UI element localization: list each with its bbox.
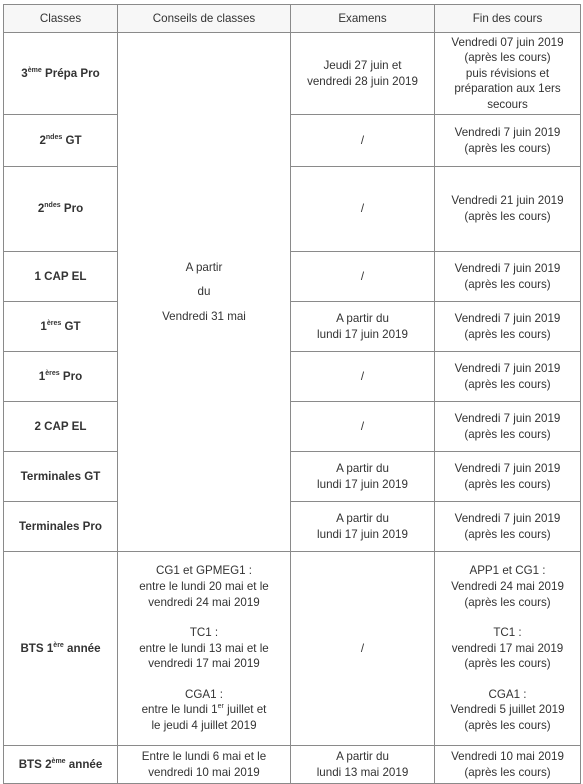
fin-cell xyxy=(435,402,581,452)
fin-cell xyxy=(435,167,581,252)
table-row xyxy=(4,115,581,167)
class-name-main: 3 xyxy=(21,66,28,80)
class-name-main: 2 xyxy=(39,133,46,147)
class-name xyxy=(4,502,118,552)
fin-cell-line: Vendredi 7 juin 2019 xyxy=(454,461,561,475)
class-name-sup: ères xyxy=(46,319,62,327)
exam-cell xyxy=(291,167,435,252)
conseil-cell xyxy=(118,746,291,784)
class-name-main: 1 xyxy=(40,319,47,333)
class-name xyxy=(4,167,118,252)
class-name xyxy=(4,115,118,167)
class-name xyxy=(4,33,118,115)
table-row xyxy=(4,502,581,552)
class-name xyxy=(4,552,118,746)
conseil-commun-line: Vendredi 31 mai xyxy=(162,309,246,323)
class-name-rest: Prépa Pro xyxy=(41,66,100,80)
fin-group-title: TC1 : xyxy=(493,626,522,640)
bts1-conseil-cell xyxy=(118,552,291,746)
table-body xyxy=(4,33,581,784)
conseil-line-part: entre le lundi 1 xyxy=(141,703,218,717)
table-row xyxy=(4,252,581,302)
exam-cell xyxy=(291,452,435,502)
class-name-sup: ndes xyxy=(44,202,61,210)
class-name-main: Terminales GT xyxy=(20,469,101,483)
conseil-group-title: CGA1 : xyxy=(184,687,223,701)
class-name-sup: ère xyxy=(53,641,64,649)
fin-cell-line: Vendredi 7 juin 2019 xyxy=(454,125,561,139)
spacer xyxy=(121,610,287,625)
fin-cell-line: (après les cours) xyxy=(464,51,551,65)
conseil-line xyxy=(121,702,287,718)
exam-cell-line: A partir du xyxy=(336,311,389,325)
fin-cell xyxy=(435,115,581,167)
table-row xyxy=(4,402,581,452)
class-name-main: BTS 1 xyxy=(20,641,54,655)
class-name xyxy=(4,352,118,402)
fin-cell-line: Vendredi 21 juin 2019 xyxy=(451,194,564,208)
exam-cell-line: Jeudi 27 juin et xyxy=(323,58,402,72)
fin-line: Vendredi 5 juillet 2019 xyxy=(450,703,565,717)
fin-cell-line: (après les cours) xyxy=(464,277,551,291)
exam-cell xyxy=(291,302,435,352)
exam-cell-line: lundi 17 juin 2019 xyxy=(317,477,408,491)
fin-cell-line: Vendredi 07 juin 2019 xyxy=(451,35,564,49)
exam-cell xyxy=(291,33,435,115)
exam-cell xyxy=(291,402,435,452)
exam-cell-line: vendredi 28 juin 2019 xyxy=(307,74,418,88)
conseil-group-title: TC1 : xyxy=(189,626,219,640)
fin-cell-line: Vendredi 7 juin 2019 xyxy=(454,311,561,325)
fin-cell xyxy=(435,302,581,352)
conseil-line: le jeudi 4 juillet 2019 xyxy=(151,719,257,733)
exam-cell-line: / xyxy=(360,202,365,216)
conseil-line: vendredi 17 mai 2019 xyxy=(148,657,260,671)
fin-cell xyxy=(435,746,581,784)
table-row xyxy=(4,552,581,746)
class-name-sup: ème xyxy=(27,66,42,74)
spacer xyxy=(121,672,287,687)
conseil-commun-line: du xyxy=(197,285,211,299)
exam-cell: / xyxy=(291,552,435,746)
fin-cell-line: Vendredi 10 mai 2019 xyxy=(451,749,564,763)
fin-cell xyxy=(435,452,581,502)
fin-line: (après les cours) xyxy=(464,657,551,671)
exam-cell-line: / xyxy=(360,419,365,433)
exam-cell xyxy=(291,252,435,302)
exam-cell xyxy=(291,115,435,167)
schedule-table xyxy=(3,4,581,784)
class-name-rest: Pro xyxy=(59,369,83,383)
class-name-main: 2 xyxy=(37,202,45,216)
fin-line: (après les cours) xyxy=(464,719,551,733)
class-name-rest: GT xyxy=(61,319,81,333)
exam-cell xyxy=(291,502,435,552)
fin-line: Vendredi 24 mai 2019 xyxy=(451,579,564,593)
header-examens: Examens xyxy=(291,5,435,33)
fin-cell-line: Vendredi 7 juin 2019 xyxy=(454,261,561,275)
fin-cell xyxy=(435,352,581,402)
conseil-line: vendredi 24 mai 2019 xyxy=(148,595,260,609)
conseil-line: entre le lundi 20 mai et le xyxy=(139,579,269,593)
table-row xyxy=(4,352,581,402)
header-fin-cours: Fin des cours xyxy=(435,5,581,33)
exam-cell-line: lundi 13 mai 2019 xyxy=(316,765,409,779)
exam-cell-line: A partir du xyxy=(336,461,389,475)
class-name-sup: ndes xyxy=(45,133,63,141)
fin-group-title: CGA1 : xyxy=(488,687,527,701)
class-name-main: 1 xyxy=(38,369,46,383)
header-row xyxy=(4,5,581,33)
conseil-commun-cell xyxy=(118,33,291,552)
fin-cell-line: puis révisions et xyxy=(465,66,550,80)
fin-cell-line: (après les cours) xyxy=(464,327,551,341)
fin-cell-line: (après les cours) xyxy=(464,527,551,541)
class-name-main: BTS 2 xyxy=(18,757,52,771)
header-conseils: Conseils de classes xyxy=(118,5,291,33)
conseil-group-title: CG1 et GPMEG1 : xyxy=(156,564,252,578)
conseil-cell-line: Entre le lundi 6 mai et le xyxy=(141,749,267,763)
conseil-line-part: juillet et xyxy=(223,703,267,717)
exam-cell-line: / xyxy=(360,133,365,147)
fin-cell-line: Vendredi 7 juin 2019 xyxy=(454,411,561,425)
class-name xyxy=(4,746,118,784)
exam-cell xyxy=(291,352,435,402)
fin-cell-line: secours xyxy=(487,97,528,111)
fin-cell-line: (après les cours) xyxy=(464,477,551,491)
class-name-rest: GT xyxy=(62,133,82,147)
exam-cell-line: A partir du xyxy=(336,749,389,763)
fin-cell xyxy=(435,502,581,552)
class-name-main: 2 CAP EL xyxy=(34,419,87,433)
exam-cell xyxy=(291,746,435,784)
table-row xyxy=(4,33,581,115)
fin-cell-line: Vendredi 7 juin 2019 xyxy=(454,511,561,525)
fin-cell xyxy=(435,252,581,302)
class-name-main: 1 CAP EL xyxy=(34,269,87,283)
table-row xyxy=(4,746,581,784)
fin-line: (après les cours) xyxy=(464,595,551,609)
spacer xyxy=(438,672,577,687)
fin-group-title: APP1 et CG1 : xyxy=(469,564,546,578)
fin-cell-line: Vendredi 7 juin 2019 xyxy=(454,361,561,375)
conseil-line: entre le lundi 13 mai et le xyxy=(139,641,269,655)
fin-cell-line: préparation aux 1ers xyxy=(454,82,561,96)
class-name xyxy=(4,402,118,452)
class-name xyxy=(4,452,118,502)
exam-cell-line: A partir du xyxy=(336,511,389,525)
class-name-rest: Pro xyxy=(60,202,84,216)
class-name-sup: ème xyxy=(51,757,66,765)
fin-cell-line: (après les cours) xyxy=(464,210,551,223)
fin-cell xyxy=(435,552,581,746)
exam-cell-line: lundi 17 juin 2019 xyxy=(317,527,408,541)
conseil-line-sup: er xyxy=(217,703,224,711)
conseil-cell-line: vendredi 10 mai 2019 xyxy=(148,765,260,779)
spacer xyxy=(438,610,577,625)
fin-cell-line: (après les cours) xyxy=(464,427,551,441)
class-name-sup: ères xyxy=(45,369,60,377)
class-name xyxy=(4,302,118,352)
conseil-commun-line: A partir xyxy=(185,260,223,274)
fin-cell-line: (après les cours) xyxy=(464,377,551,391)
fin-cell-line: (après les cours) xyxy=(464,141,551,155)
exam-cell-line: lundi 17 juin 2019 xyxy=(317,327,408,341)
class-name-rest: année xyxy=(63,641,101,655)
fin-cell xyxy=(435,33,581,115)
class-name-rest: année xyxy=(65,757,103,771)
table-row xyxy=(4,452,581,502)
fin-cell-line: (après les cours) xyxy=(464,765,551,779)
class-name xyxy=(4,252,118,302)
header-classes: Classes xyxy=(4,5,118,33)
table-row xyxy=(4,167,581,252)
exam-cell-line: / xyxy=(360,369,365,383)
class-name-main: Terminales Pro xyxy=(19,519,102,533)
fin-line: vendredi 17 mai 2019 xyxy=(451,641,564,655)
exam-cell-line: / xyxy=(360,269,365,283)
table-row xyxy=(4,302,581,352)
